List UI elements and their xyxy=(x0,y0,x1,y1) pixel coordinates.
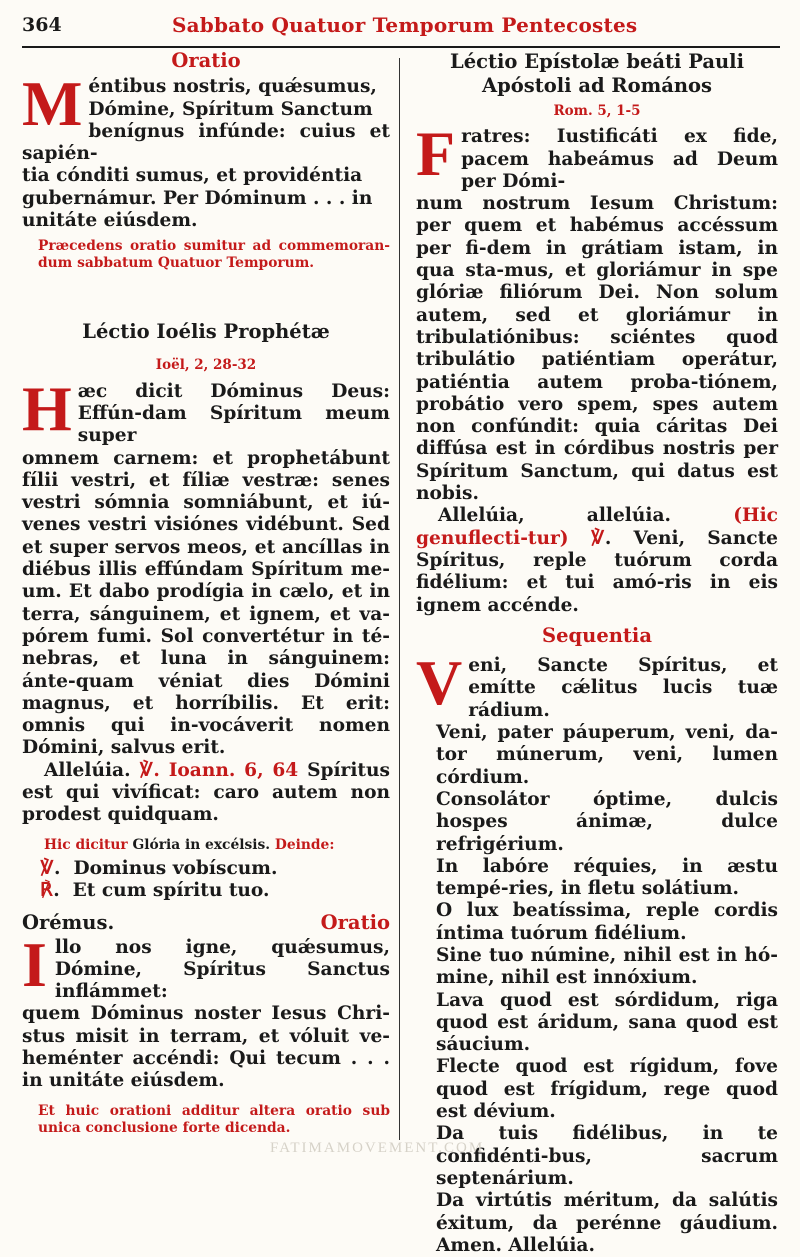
lectio-reference: Ioël, 2, 28-32 xyxy=(155,357,257,374)
oratio2-opening: llo nos igne, quǽsumus, Dómine, Spíritus Sanctus inflámmet: xyxy=(54,936,390,1003)
drop-cap-i: I xyxy=(22,928,47,1000)
oratio-line: éntibus nostris, quǽsumus, xyxy=(88,76,377,98)
epistle-body: num nostrum Iesum Christum: per quem et habémus accéssum per fi-dem in grátiam istam, in qua sta-mus, et gloriámur in spe glóriæ filiórum Dei. Non solum autem, sed et gloriámur in tribulatiónibus: sciéntes quod tribulátio patiéntiam operátur, patiéntia autem proba-tiónem, probátio vero spem, spes autem non confúndit: quia cáritas Dei diffúsa est in córdibus nostris per Spíritum Sanctum, qui datus est nobis. xyxy=(416,193,778,505)
oratio2-text xyxy=(22,928,390,1093)
sequentia-text xyxy=(416,647,778,1257)
oratio-line: unitáte eiúsdem. xyxy=(22,210,198,232)
sequentia-stanza: In labóre réquies, in æstu tempé-ries, in fletu solátium. xyxy=(436,855,778,900)
rubric-commemoration: Præcedens oratio sumitur ad commemoran-dum sabbatum Quatuor Temporum. xyxy=(38,238,390,272)
versicle-dominus: ℣. Dominus vobíscum. xyxy=(40,857,278,879)
sequentia-stanza: Da virtútis méritum, da salútis éxitum, da perénne gáudium. Amen. Allelúia. xyxy=(436,1190,778,1256)
sequentia-stanza: Consolátor óptime, dulcis hospes ánimæ, dulce refrigérium. xyxy=(436,788,778,855)
oratio-line: tia cónditi sumus, et providéntia xyxy=(22,165,363,187)
gloria-rubric: Hic dicitur Glória in excélsis. Deinde: xyxy=(44,836,335,853)
sequentia-stanza: Lava quod est sórdidum, riga quod est áridum, sana quod est sáucium. xyxy=(436,989,778,1056)
versicle-symbol: ℣ xyxy=(590,527,605,549)
left-column xyxy=(22,50,390,1137)
oratio-line: benígnus infúnde: cuius et sapién- xyxy=(22,120,390,165)
drop-cap-m: M xyxy=(22,68,83,140)
oremus: Orémus. xyxy=(22,911,115,935)
epistle-opening: ratres: Iustificáti ex fide, pacem habeámus ad Deum per Dómi- xyxy=(461,126,778,192)
oratio-heading: Oratio xyxy=(171,49,241,72)
rubric-additur: Et huic orationi additur altera oratio sub unica conclusione forte dicenda. xyxy=(38,1102,390,1136)
lectio-text xyxy=(22,372,390,760)
sequentia-stanza: Da tuis fidélibus, in te confidénti-bus, sacrum septenárium. xyxy=(436,1123,778,1189)
running-title: Sabbato Quatuor Temporum Pentecostes xyxy=(172,13,638,37)
oratio2-body: quem Dóminus noster Iesus Chri-stus misit in terram, et vóluit ve-heménter accéndi: Qui tecum . . . in unitáte eiúsdem. xyxy=(22,1003,390,1092)
alleluia-verse: Allelúia. ℣. Ioann. 6, 64 Spíritus est qui vivíficat: caro autem non prodest quidquam. xyxy=(22,759,390,826)
sequentia-heading: Sequentia xyxy=(542,623,652,647)
lectio-opening: æc dicit Dóminus Deus: Effún-dam Spíritum meum super xyxy=(77,380,390,447)
right-column xyxy=(416,50,778,1257)
oratio-line: Dómine, Spíritum Sanctum xyxy=(88,98,373,120)
oratio2-heading: Oratio xyxy=(320,911,390,935)
page-header xyxy=(22,10,780,48)
oremus-line xyxy=(22,912,390,934)
oratio-line: gubernámur. Per Dóminum . . . in xyxy=(22,187,373,209)
lectio-body: omnem carnem: et prophetábunt fílii vestri, et fíliæ vestræ: senes vestri sómnia somniábunt, et iú-venes vestri visiónes vidébunt. Sed et super servos meos, et ancíllas in diébus illis effúndam Spíritum me-um. Et dabo prodígia in cælo, et in terra, sánguinem, et ignem, et va-pórem fumi. Sol convertétur in té-nebras, et luna in sánguinem: ánte-quam véniat dies Dómini magnus, et horríbilis. Et erit: omnis qui in-vocáverit nomen Dómini, salvus erit. xyxy=(22,447,390,759)
sequentia-stanza: Flecte quod est rígidum, fove quod est frígidum, rege quod est dévium. xyxy=(436,1056,778,1123)
sequentia-stanza: O lux beatíssima, reple cordis íntima tuórum fidélium. xyxy=(436,900,778,944)
lectio-title: Léctio Ioélis Prophétæ xyxy=(82,320,330,344)
epistle-title-1: Léctio Epístolæ beáti Pauli xyxy=(450,50,744,73)
drop-cap-h: H xyxy=(22,372,72,444)
alleluia-reference: . Ioann. 6, 64 xyxy=(153,759,299,781)
alleluia-text-2: . Veni, Sancte Spíritus, reple tuórum corda fidélium: et tui amó-ris in eis ignem accénde. xyxy=(416,527,778,616)
epistle-title-2: Apóstoli ad Romános xyxy=(481,74,713,97)
sequentia-opening: eni, Sancte Spíritus, et emítte cǽlitus lucis tuæ rádium. xyxy=(468,655,778,721)
drop-cap-f: F xyxy=(416,118,456,190)
alleluia-verse-2: Allelúia, allelúia. (Hic genuflecti-tur) ℣. Veni, Sancte Spíritus, reple tuórum corda fidélium: et tui amó-ris in eis ignem accénde. xyxy=(416,505,778,616)
sequentia-stanza: Sine tuo númine, nihil est in hó-mine, nihil est innóxium. xyxy=(436,944,778,989)
response-et-cum: ℟. Et cum spíritu tuo. xyxy=(40,879,270,901)
watermark: FATIMAMOVEMENT.COM xyxy=(270,1140,485,1156)
epistle-text xyxy=(416,118,778,505)
oratio-text xyxy=(22,68,390,232)
drop-cap-v: V xyxy=(416,647,463,719)
alleluia-text: Spíritus est qui vivíficat: caro autem non prodest quidquam. xyxy=(22,759,390,826)
page-number: 364 xyxy=(22,14,62,36)
epistle-reference: Rom. 5, 1-5 xyxy=(553,103,641,119)
column-divider xyxy=(399,58,400,1140)
sequentia-stanza: Veni, pater páuperum, veni, da-tor múnerum, veni, lumen córdium. xyxy=(436,722,778,788)
genuflect-rubric: (Hic genuflecti-tur) xyxy=(416,505,778,549)
versicle-symbol: ℣ xyxy=(139,759,154,781)
